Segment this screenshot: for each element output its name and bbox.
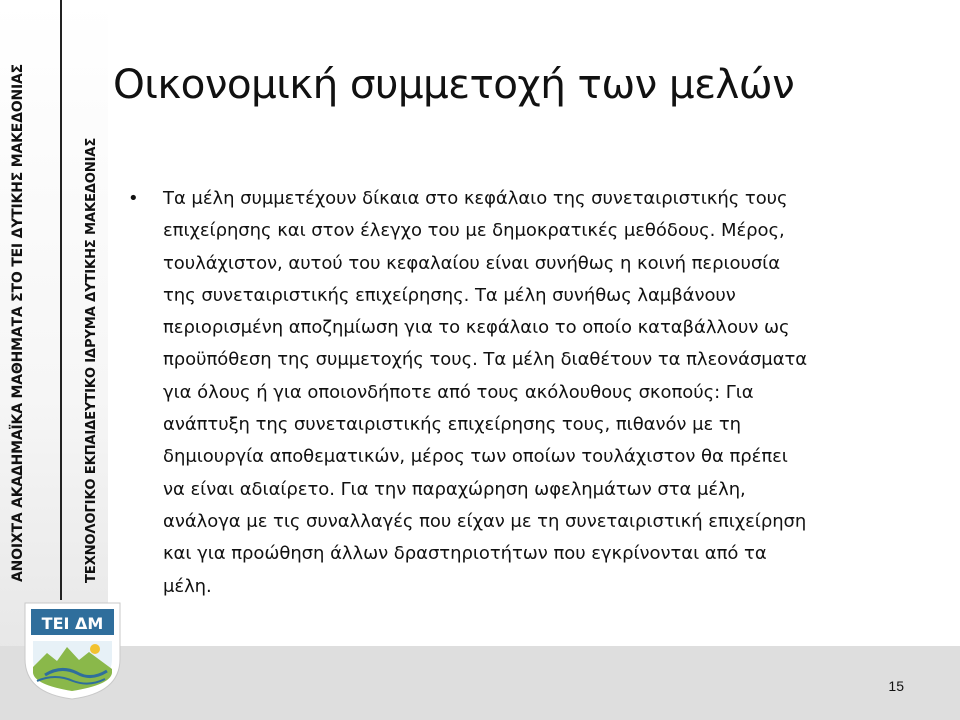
bullet-line: Τα μέλη συμμετέχουν δίκαια στο κεφάλαιο της συνεταιριστικής τους [163,188,788,209]
bullet-line: περιορισμένη αποζημίωση για το κεφάλαιο το οποίο καταβάλλουν ως [163,317,790,339]
bullet-line: επιχείρησης και στον έλεγχο του με δημοκρατικές μεθόδους. Μέρος, [163,220,785,242]
sidebar-vertical-label-institution: ΤΕΧΝΟΛΟΓΙΚΟ ΕΚΠΑΙΔΕΥΤΙΚΟ ΙΔΡΥΜΑ ΔΥΤΙΚΗΣ ΜΑΚΕΔΟΝΙΑΣ [84,137,99,583]
logo-text: ΤΕΙ ΔΜ [41,614,104,633]
bullet-line: και για προώθηση άλλων δραστηριοτήτων που εγκρίνονται από τα [163,543,767,565]
bullet-text [163,183,940,603]
sidebar-vertical-label-open-courses: ΑΝΟΙΧΤΑ ΑΚΑΔΗΜΑΪΚΑ ΜΑΘΗΜΑΤΑ ΣΤΟ ΤΕΙ ΔΥΤΙΚΗΣ ΜΑΚΕΔΟΝΙΑΣ [10,64,26,582]
slide-content [128,183,940,603]
bullet-line: να είναι αδιαίρετο. Για την παραχώρηση ωφελημάτων στα μέλη, [163,478,746,500]
bullet-line: δημιουργία αποθεματικών, μέρος των οποίων τουλάχιστον θα πρέπει [163,446,788,468]
page-number: 15 [888,678,904,694]
bullet-line: ανάλογα με τις συναλλαγές που είχαν με τη συνεταιριστική επιχείρηση [163,510,807,532]
bullet-line: τουλάχιστον, αυτού του κεφαλαίου είναι συνήθως η κοινή περιουσία [163,252,781,274]
bullet-line: για όλους ή για οποιονδήποτε από τους ακόλουθους σκοπούς: Για [163,381,754,403]
slide-title: Οικονομική συμμετοχή των μελών [113,60,795,108]
tei-logo [15,597,130,702]
bullet-marker: • [128,188,139,209]
bullet-line: της συνεταιριστικής επιχείρησης. Τα μέλη συνήθως λαμβάνουν [163,284,736,306]
bullet-line: προϋπόθεση της συμμετοχής τους. Τα μέλη διαθέτουν τα πλεονάσματα [163,349,808,371]
sidebar-divider [60,0,62,600]
bullet-line: μέλη. [163,575,212,597]
bullet-item [128,183,940,603]
footer-band [0,646,960,720]
bullet-line: ανάπτυξη της συνεταιριστικής επιχείρησης τους, πιθανόν με τη [163,414,742,436]
